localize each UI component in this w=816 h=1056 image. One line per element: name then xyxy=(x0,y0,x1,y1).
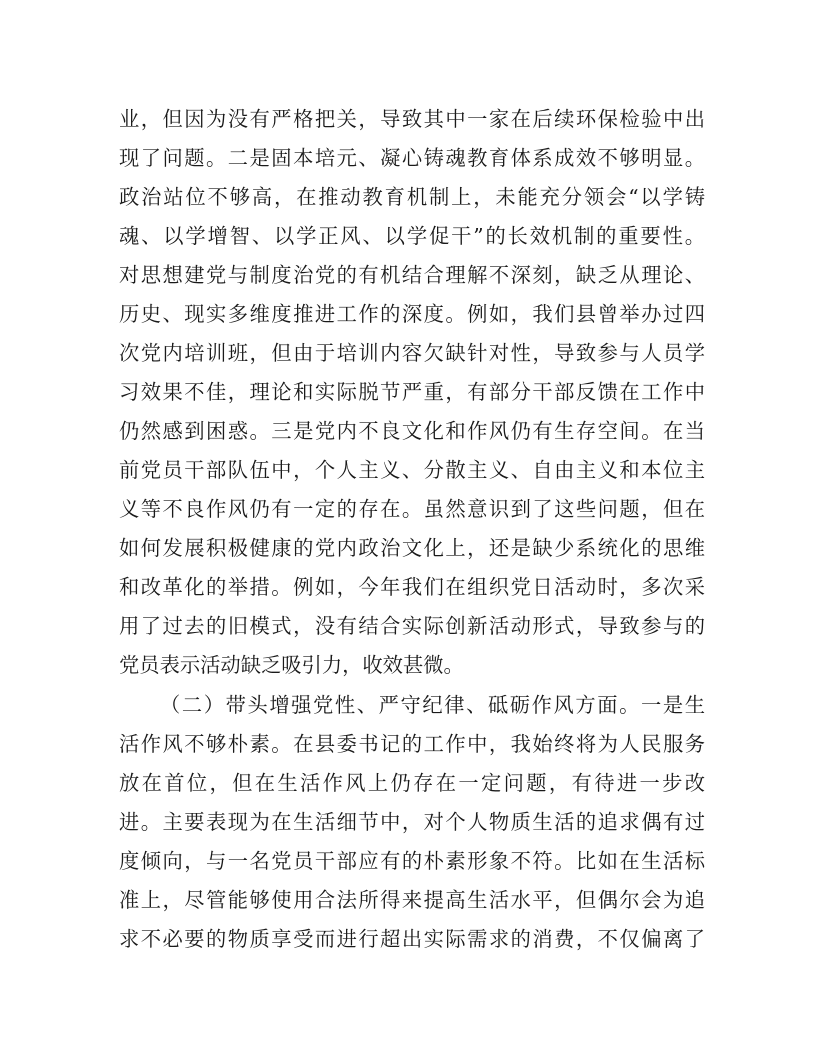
paragraph-2-line-1: （二）带头增强党性、严守纪律、砥砺作风方面。一是生 xyxy=(160,693,705,717)
paragraph-1-line-1: 业，但因为没有严格把关，导致其中一家在后续环保检验中出 xyxy=(119,107,705,131)
paragraph-2-line-5: 度倾向，与一名党员干部应有的朴素形象不符。比如在生活标 xyxy=(119,849,705,873)
paragraph-1-line-7: 次党内培训班，但由于培训内容欠缺针对性，导致参与人员学 xyxy=(119,341,705,365)
paragraph-1-line-15: 党员表示活动缺乏吸引力，收效甚微。 xyxy=(119,653,464,677)
paragraph-1-line-12: 如何发展积极健康的党内政治文化上，还是缺少系统化的思维 xyxy=(119,536,705,560)
paragraph-2-line-6: 准上，尽管能够使用合法所得来提高生活水平，但偶尔会为追 xyxy=(119,888,705,912)
paragraph-1-line-2: 现了问题。二是固本培元、凝心铸魂教育体系成效不够明显。 xyxy=(119,146,705,170)
paragraph-1-line-6: 历史、现实多维度推进工作的深度。例如，我们县曾举办过四 xyxy=(119,302,705,326)
paragraph-1-line-5: 对思想建党与制度治党的有机结合理解不深刻，缺乏从理论、 xyxy=(119,263,705,287)
paragraph-1-line-10: 前党员干部队伍中，个人主义、分散主义、自由主义和本位主 xyxy=(119,458,705,482)
paragraph-1-line-9: 仍然感到困惑。三是党内不良文化和作风仍有生存空间。在当 xyxy=(119,419,705,443)
paragraph-2-line-7: 求不必要的物质享受而进行超出实际需求的消费，不仅偏离了 xyxy=(119,927,705,951)
paragraph-2-line-4: 进。主要表现为在生活细节中，对个人物质生活的追求偶有过 xyxy=(119,810,705,834)
paragraph-1-line-3: 政治站位不够高，在推动教育机制上，未能充分领会“以学铸 xyxy=(119,185,705,209)
paragraph-1-line-11: 义等不良作风仍有一定的存在。虽然意识到了这些问题，但在 xyxy=(119,497,705,521)
paragraph-2-line-3: 放在首位，但在生活作风上仍存在一定问题，有待进一步改 xyxy=(119,771,705,795)
paragraph-2-line-2: 活作风不够朴素。在县委书记的工作中，我始终将为人民服务 xyxy=(119,732,705,756)
paragraph-1-line-8: 习效果不佳，理论和实际脱节严重，有部分干部反馈在工作中 xyxy=(119,380,705,404)
paragraph-1-line-14: 用了过去的旧模式，没有结合实际创新活动形式，导致参与的 xyxy=(119,614,705,638)
paragraph-1-line-13: 和改革化的举措。例如，今年我们在组织党日活动时，多次采 xyxy=(119,575,705,599)
paragraph-1-line-4: 魂、以学增智、以学正风、以学促干”的长效机制的重要性。 xyxy=(119,224,705,248)
